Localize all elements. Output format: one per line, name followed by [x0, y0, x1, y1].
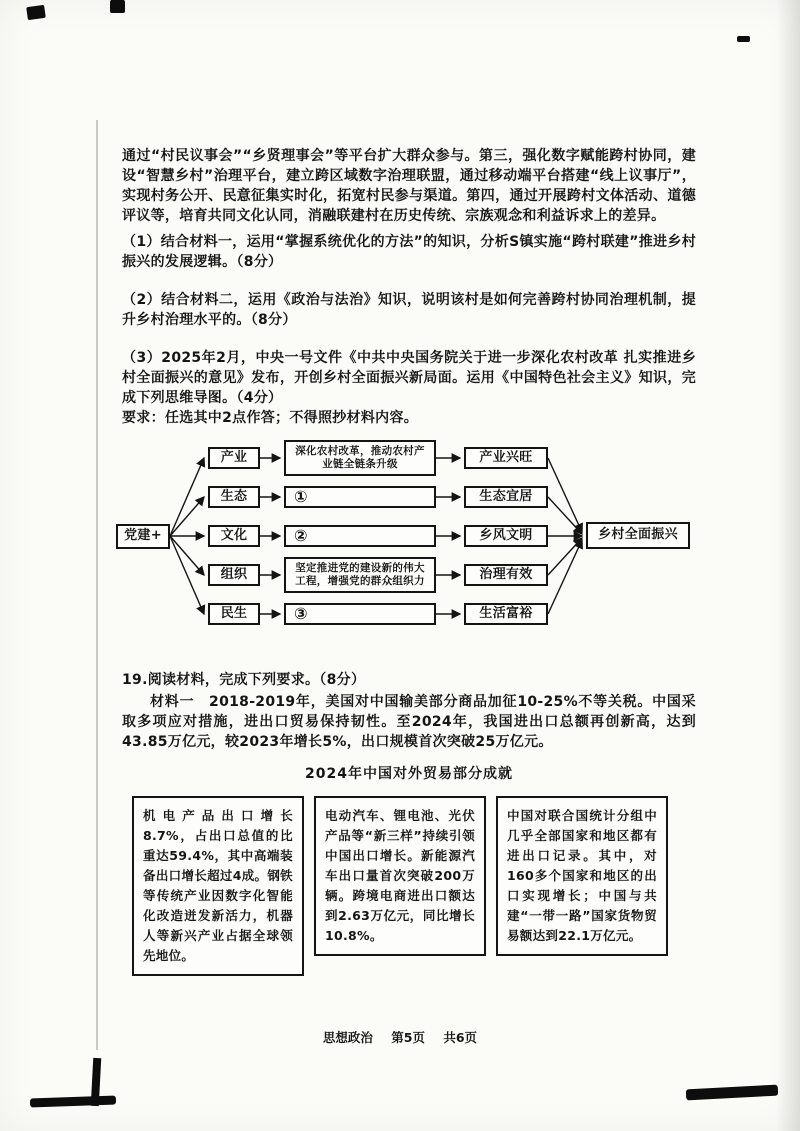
diagram-category-organization: 组织 [208, 564, 260, 586]
material-one-paragraph: 材料一 2018-2019年，美国对中国输美部分商品加征10-25%不等关税。中国采取多项应对措施，进出口贸易保持韧性。至2024年，我国进出口总额再创新高，达到43.85万亿元，较2023年增长5%，出口规模首次突破25万亿元。 [122, 694, 696, 750]
diagram-target-box: 乡村全面振兴 [586, 522, 690, 549]
page-footer [0, 1028, 800, 1046]
trade-box-global-partners: 中国对联合国统计分组中几乎全部国家和地区都有进出口记录。其中，对160多个国家和地区的出口实现增长；中国与共建“一带一路”国家货物贸易额达到22.1万亿元。 [496, 796, 668, 956]
mind-map-diagram [116, 438, 696, 640]
footer-page-number: 第5页 [391, 1030, 425, 1045]
diagram-category-livelihood: 民生 [208, 603, 260, 625]
diagram-measure-organization: 坚定推进党的建设新的伟大工程，增强党的群众组织力 [284, 557, 436, 593]
scan-artifact-right-edge-shadow [776, 0, 800, 1131]
scan-artifact-top-left-1 [26, 5, 46, 20]
page-content [122, 146, 696, 976]
diagram-outcome-culture: 乡风文明 [464, 525, 548, 547]
diagram-source-box: 党建+ [116, 524, 170, 549]
diagram-category-culture: 文化 [208, 525, 260, 547]
question-1: （1）结合材料一，运用“掌握系统优化的方法”的知识，分析S镇实施“跨村联建”推进乡村振兴的发展逻辑。（8分） [122, 234, 696, 270]
diagram-outcome-governance: 治理有效 [464, 564, 548, 586]
trade-box-new-three: 电动汽车、锂电池、光伏产品等“新三样”持续引领中国出口增长。新能源汽车出口量首次突破200万辆。跨境电商进出口额达到2.63万亿元，同比增长10.8%。 [314, 796, 486, 956]
trade-achievement-boxes [132, 796, 696, 976]
diagram-blank-2: ② [284, 525, 436, 547]
diagram-measure-industry: 深化农村改革，推动农村产业链全链条升级 [284, 440, 436, 476]
footer-page-total: 共6页 [443, 1030, 478, 1045]
diagram-category-industry: 产业 [208, 447, 260, 469]
diagram-blank-3: ③ [284, 603, 436, 625]
scan-artifact-top-right [737, 36, 750, 42]
question-19: 19.阅读材料，完成下列要求。（8分） [122, 672, 366, 688]
diagram-outcome-ecology: 生态宜居 [464, 486, 548, 508]
question-3-requirement: 要求：任选其中2点作答；不得照抄材料内容。 [122, 410, 419, 426]
diagram-outcome-industry: 产业兴旺 [464, 447, 548, 469]
trade-achievements-title: 2024年中国对外贸易部分成就 [305, 766, 513, 782]
diagram-outcome-life: 生活富裕 [464, 603, 548, 625]
scan-artifact-top-left-2 [110, 0, 125, 13]
question-3: （3）2025年2月，中央一号文件《中共中央国务院关于进一步深化农村改革 扎实推进乡村全面振兴的意见》发布，开创乡村全面振兴新局面。运用《中国特色社会主义》知识，完成下列思维导图。（4分） [122, 350, 696, 406]
footer-subject: 思想政治 [322, 1030, 373, 1045]
question-2: （2）结合材料二，运用《政治与法治》知识，说明该村是如何完善跨村协同治理机制，提升乡村治理水平的。（8分） [122, 292, 696, 328]
diagram-category-ecology: 生态 [208, 486, 260, 508]
scan-artifact-left-edge-line [96, 120, 98, 1050]
trade-box-machinery: 机电产品出口增长8.7%，占出口总值的比重达59.4%，其中高端装备出口增长超过4成。钢铁等传统产业因数字化智能化改造迸发新活力，机器人等新兴产业占据全球领先地位。 [132, 796, 304, 976]
diagram-blank-1: ① [284, 486, 436, 508]
intro-paragraph: 通过“村民议事会”“乡贤理事会”等平台扩大群众参与。第三，强化数字赋能跨村协同，建设“智慧乡村”治理平台，建立跨区域数字治理联盟，通过移动端平台搭建“线上议事厅”，实现村务公开、民意征集实时化，拓宽村民参与渠道。第四，通过开展跨村文体活动、道德评议等，培育共同文化认同，消融联建村在历史传统、宗族观念和利益诉求上的差异。 [122, 148, 696, 224]
